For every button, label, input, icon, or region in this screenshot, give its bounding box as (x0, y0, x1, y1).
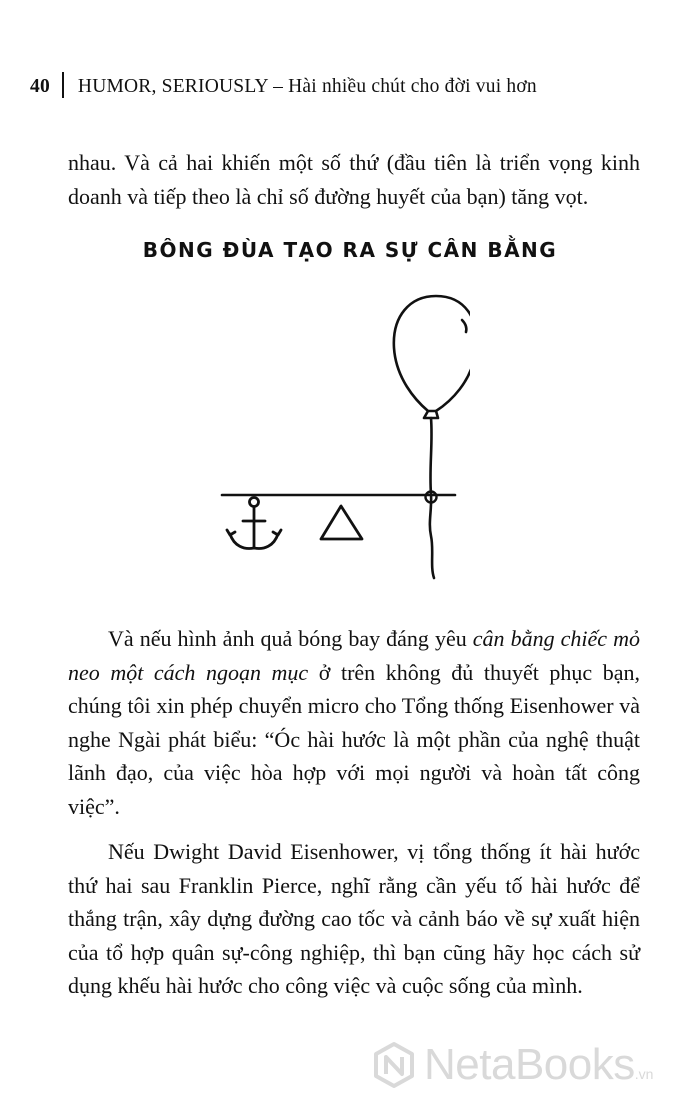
paragraph-text-before: Và nếu hình ảnh quả bóng bay đáng yêu (108, 626, 473, 651)
paragraph-continued: nhau. Và cả hai khiến một số thứ (đầu tiên là triển vọng kinh doanh và tiếp theo là chỉ số đường huyết của bạn) tăng vọt. (68, 150, 640, 209)
watermark (370, 1040, 653, 1090)
balance-illustration (210, 278, 470, 588)
running-header (30, 72, 537, 98)
paragraph-text-after: ở trên không đủ thuyết phục bạn, chúng tôi xin phép chuyển micro cho Tổng thống Eisenhower và nghe Ngài phát biểu: “Óc hài hước là một phần của nghệ thuật lãnh đạo, của việc hòa hợp với mọi người và hoàn tất công việc”. (68, 659, 640, 819)
header-title: HUMOR, SERIOUSLY – Hài nhiều chút cho đời vui hơn (77, 76, 537, 97)
watermark-suffix: .vn (634, 1066, 654, 1082)
balloon-icon (394, 296, 470, 578)
page-number: 40 (30, 76, 50, 97)
paragraph-eisenhower: Nếu Dwight David Eisenhower, vị tổng thống ít hài hước thứ hai sau Franklin Pierce, nghĩ rằng cần yếu tố hài hước để thắng trận, xây dựng đường cao tốc và cảnh báo về sự xuất hiện của tổ hợp quân sự-công nghiệp, thì bạn cũng hãy học cách sử dụng khếu hài hước cho công việc và cuộc sống của mình. (68, 839, 640, 998)
watermark-text: NetaBooks (424, 1040, 635, 1089)
header-divider (62, 72, 64, 98)
paragraph-balloon (68, 622, 640, 823)
netabooks-logo-icon (370, 1041, 418, 1089)
triangle-icon (321, 506, 362, 539)
illustration-title: BÔNG ĐÙA TẠO RA SỰ CÂN BẰNG (142, 238, 558, 262)
anchor-icon (227, 498, 281, 549)
paragraph-italic-phrase: cân bằng chiếc mỏ neo một cách ngoạn mục (68, 626, 641, 685)
